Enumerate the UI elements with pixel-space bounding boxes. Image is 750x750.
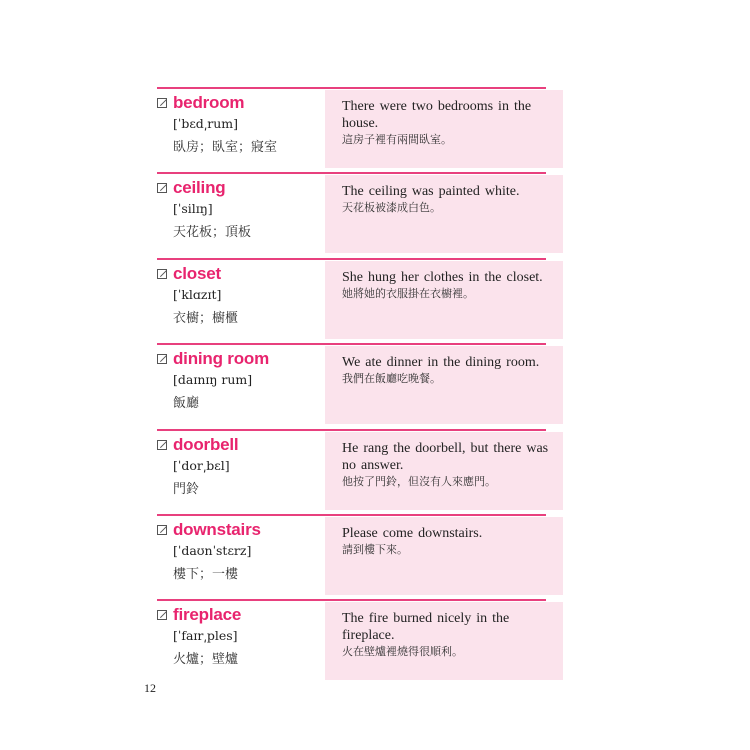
- example-english: The fire burned nicely in the fireplace.: [342, 611, 510, 644]
- chinese-meaning: 飯廳: [173, 396, 200, 412]
- example-panel: [325, 261, 563, 339]
- example-translation: 她將她的衣服掛在衣櫥裡。: [342, 286, 474, 300]
- example-sentence: [342, 183, 552, 216]
- chinese-meaning: 臥房；臥室；寢室: [173, 140, 278, 155]
- word-column: [157, 259, 325, 339]
- example-translation: 火在壁爐裡燒得很順利。: [342, 645, 463, 659]
- vocab-word: bedroom: [173, 93, 245, 112]
- example-panel: [325, 517, 563, 595]
- checkbox-icon[interactable]: [157, 354, 167, 364]
- pronunciation: [ˈdaʊnˈstɛrz]: [173, 542, 252, 558]
- checkbox-icon[interactable]: [157, 98, 167, 108]
- example-sentence: [342, 354, 552, 387]
- example-english: He rang the doorbell, but there was no answer.: [342, 440, 549, 473]
- example-english: She hung her clothes in the closet.: [342, 269, 543, 285]
- chinese-meaning: 天花板；頂板: [173, 225, 252, 241]
- example-english: There were two bedrooms in the house.: [342, 99, 532, 131]
- entry-fireplace: [157, 600, 563, 685]
- example-sentence: [342, 269, 552, 302]
- word-column: [157, 344, 325, 424]
- example-translation: 這房子裡有兩間臥室。: [342, 133, 452, 146]
- chinese-meaning: 門鈴: [173, 481, 200, 497]
- entry-ceiling: [157, 173, 563, 258]
- vocab-word: dining room: [173, 349, 270, 369]
- example-sentence: [342, 610, 552, 660]
- entry-doorbell: [157, 430, 563, 515]
- example-translation: 我們在飯廳吃晚餐。: [342, 372, 441, 386]
- example-english: Please come downstairs.: [342, 525, 483, 541]
- checkbox-icon[interactable]: [157, 269, 167, 279]
- example-translation: 請到樓下來。: [342, 542, 408, 556]
- example-translation: 他按了門鈴，但沒有人來應門。: [342, 474, 496, 488]
- vocab-word: ceiling: [173, 178, 226, 198]
- chinese-meaning: 衣櫥；櫥櫃: [173, 310, 239, 326]
- example-english: The ceiling was painted white.: [342, 184, 520, 200]
- checkbox-icon[interactable]: [157, 440, 167, 450]
- pronunciation: [ˈdor͵bɛl]: [173, 457, 230, 473]
- word-column: [157, 600, 325, 680]
- pronunciation: [ˈsilɪŋ]: [173, 201, 213, 217]
- word-column: [157, 430, 325, 510]
- word-column: [157, 88, 325, 168]
- vocabulary-list: [157, 88, 563, 686]
- example-panel: [325, 175, 563, 253]
- chinese-meaning: 火爐；壁爐: [173, 652, 239, 668]
- entry-downstairs: [157, 515, 563, 600]
- example-sentence: [342, 440, 552, 490]
- example-english: We ate dinner in the dining room.: [342, 355, 540, 371]
- entry-bedroom: [157, 88, 563, 173]
- example-sentence: [342, 525, 552, 558]
- example-sentence: [342, 98, 552, 148]
- vocab-word: downstairs: [173, 519, 261, 539]
- checkbox-icon[interactable]: [157, 183, 167, 193]
- page-number: 12: [144, 681, 156, 695]
- pronunciation: [daɪnɪŋ rum]: [173, 372, 253, 388]
- example-panel: [325, 602, 563, 680]
- example-panel: [325, 346, 563, 424]
- entry-dining-room: [157, 344, 563, 429]
- vocab-word: doorbell: [173, 434, 239, 454]
- entry-closet: [157, 259, 563, 344]
- pronunciation: [ˈbɛd͵rum]: [173, 116, 239, 131]
- checkbox-icon[interactable]: [157, 610, 167, 620]
- chinese-meaning: 樓下；一樓: [173, 566, 239, 582]
- example-panel: [325, 90, 563, 168]
- vocab-word: fireplace: [173, 605, 242, 625]
- example-panel: [325, 432, 563, 510]
- word-column: [157, 173, 325, 253]
- word-column: [157, 515, 325, 595]
- example-translation: 天花板被漆成白色。: [342, 201, 441, 215]
- vocab-word: closet: [173, 263, 221, 283]
- pronunciation: [ˈfaɪr͵ples]: [173, 628, 238, 644]
- checkbox-icon[interactable]: [157, 525, 167, 535]
- pronunciation: [ˈklɑzɪt]: [173, 286, 222, 302]
